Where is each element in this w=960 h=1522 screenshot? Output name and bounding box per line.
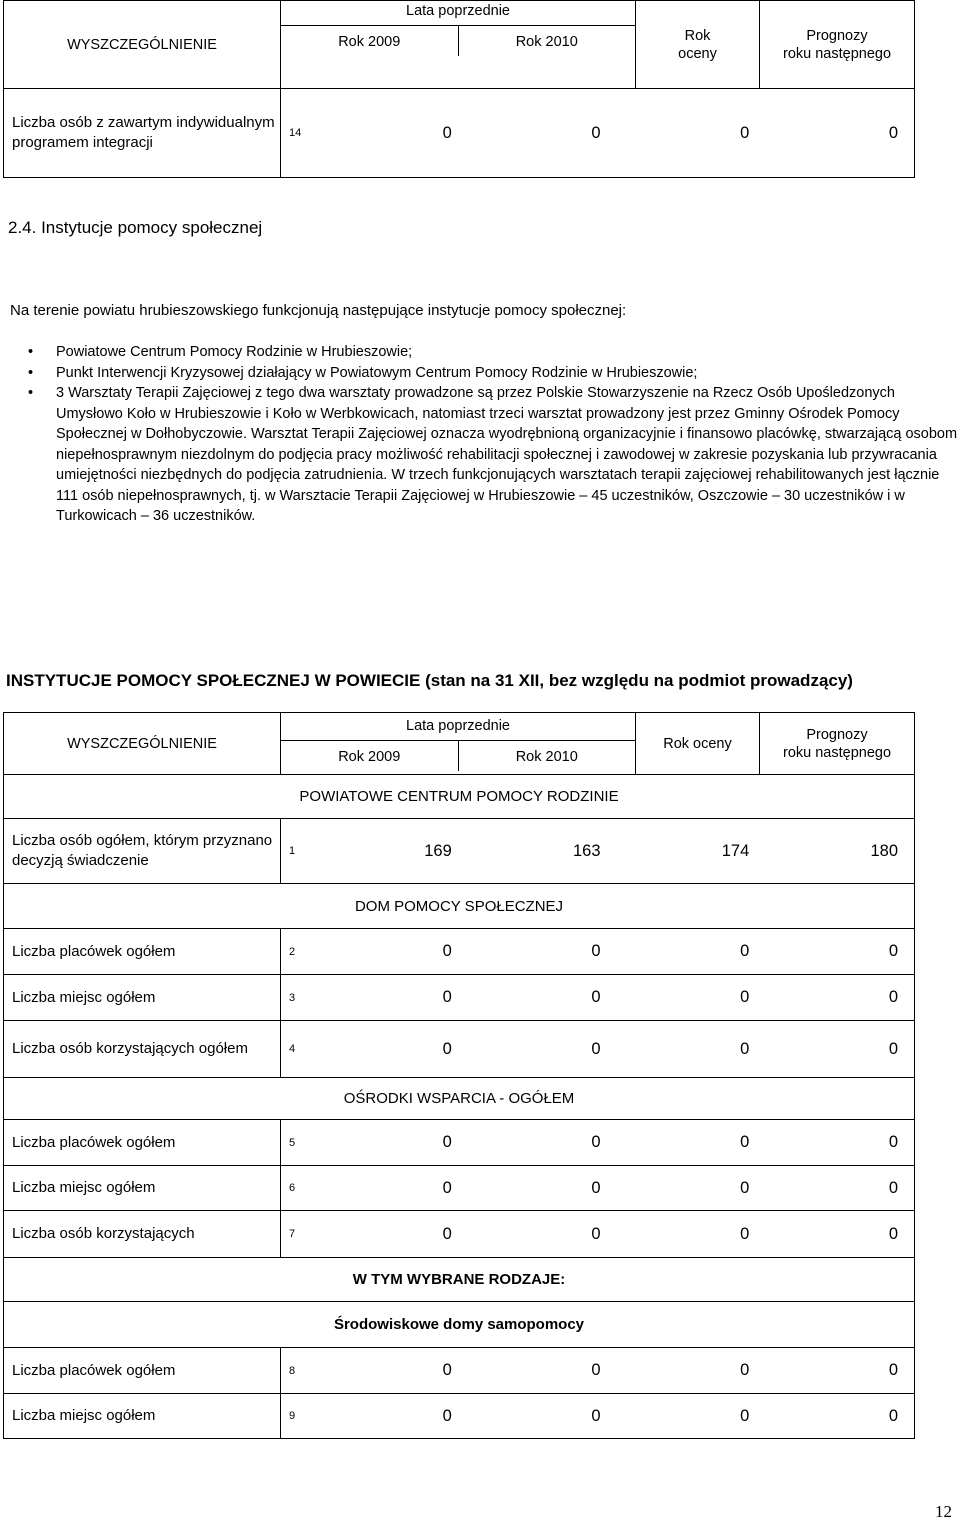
list-item: • 3 Warsztaty Terapii Zajęciowej z tego dwa warsztaty prowadzone są przez Polskie Stowarzyszenie na Rzecz Osób Upośledzonych Umysłowo Koło w Hrubieszowie i Koło w Werbkowicach, natomiast trzeci warsztat prowadzony jest przez Gminny Ośrodek Pomocy Społecznej w Dołhobyczowie. Warsztat Terapii Zajęciowej oznacza wyodrębnioną organizacyjnie i finansowo placówkę, stwarzającą osobom niepełnosprawnym niezdolnym do podjęcia pracy możliwość rehabilitacji społecznej i zawodowej w zakresie pozyskania lub przywracania umiejętności niezbędnych do podjęcia zatrudnienia. W trzech funkcjonujących warsztatach terapii zajęciowej rehabilitowanych jest łącznie 111 osób niepełnosprawnych, tj. w Warsztacie Terapii Zajęciowej w Hrubieszowie – 45 uczestników, Oszczowie – 30 uczestników i w Turkowicach – 36 uczestników.: [28, 383, 960, 527]
value-2009: 0: [442, 1178, 452, 1197]
value-group: [319, 1040, 914, 1059]
table-row: [4, 89, 915, 178]
header-wyszczegolnienie: WYSZCZEGÓLNIENIE: [4, 713, 281, 775]
section-intro: Na terenie powiatu hrubieszowskiego funkcjonują następujące instytucje pomocy społecznej:: [10, 302, 627, 319]
row-index: 7: [289, 1228, 296, 1240]
row-index: 5: [289, 1136, 296, 1149]
value-rok-oceny: 0: [740, 1133, 750, 1151]
row-label: Liczba osób korzystających ogółem: [4, 1021, 281, 1078]
row-index: 4: [289, 1043, 296, 1055]
header-rok-oceny: Rok oceny: [636, 713, 760, 775]
table-row: [4, 975, 915, 1021]
row-values: [281, 819, 915, 884]
header-rok-2009: Rok 2009: [338, 749, 401, 765]
value-prognoza: 0: [888, 1133, 898, 1151]
value-2009: 169: [424, 841, 452, 860]
value-rok-oceny: 0: [740, 1361, 750, 1379]
header-lata-poprzednie-label: Lata poprzednie: [406, 3, 510, 19]
row-label: Liczba osób korzystających: [4, 1211, 281, 1258]
section-row-rodzaje: [4, 1258, 915, 1302]
value-2009: 0: [442, 1406, 452, 1425]
value-2009: 0: [442, 1361, 452, 1379]
value-prognoza: 0: [888, 1178, 898, 1197]
value-rok-oceny: 0: [740, 1039, 750, 1058]
value-2010: 0: [591, 1133, 601, 1151]
row-label: Liczba miejsc ogółem: [4, 1394, 281, 1439]
value-rok-oceny: 0: [740, 988, 750, 1006]
value-group: [319, 1179, 914, 1198]
section-header-ow: OŚRODKI WSPARCIA - OGÓŁEM: [4, 1078, 915, 1120]
table-row: [4, 1394, 915, 1439]
value-prognoza: 0: [888, 1224, 898, 1243]
list-item: • Punkt Interwencji Kryzysowej działający w Powiatowym Centrum Pomocy Rodzinie w Hrubieszowie;: [28, 363, 960, 384]
value-group: [319, 1361, 914, 1380]
section-row-ow: [4, 1078, 915, 1120]
value-rok-oceny: 0: [740, 942, 750, 960]
value-rok-oceny: 0: [740, 123, 750, 142]
value-2009: 0: [442, 1224, 452, 1243]
value-2010: 0: [591, 1039, 601, 1058]
table-row: [4, 1120, 915, 1166]
row-label: Liczba osób ogółem, którym przyznano decyzją świadczenie: [4, 819, 281, 884]
value-2009: 0: [442, 988, 452, 1006]
value-group: [319, 942, 914, 961]
row-values: [281, 929, 915, 975]
value-prognoza: 0: [888, 1406, 898, 1425]
table-title: INSTYTUCJE POMOCY SPOŁECZNEJ W POWIECIE (stan na 31 XII, bez względu na podmiot prowadzący): [6, 671, 853, 690]
section-row-sdps: [4, 1302, 915, 1348]
value-prognoza: 0: [888, 1361, 898, 1379]
value-2010: 0: [591, 1406, 601, 1425]
value-rok-oceny: 0: [740, 1224, 750, 1243]
value-2009: 0: [442, 123, 452, 142]
header-years: [281, 25, 635, 56]
value-group: [319, 124, 914, 143]
value-group: [319, 988, 914, 1007]
header-wyszczegolnienie: WYSZCZEGÓLNIENIE: [4, 1, 281, 89]
row-label: Liczba placówek ogółem: [4, 1120, 281, 1166]
row-values: [281, 1211, 915, 1258]
header-prognozy: Prognozy roku następnego: [760, 1, 915, 89]
table-integration-programs: [3, 0, 915, 178]
table-row: [4, 1166, 915, 1211]
value-2010: 163: [572, 841, 601, 860]
row-index: 3: [289, 991, 296, 1004]
section-header-dps: DOM POMOCY SPOŁECZNEJ: [4, 884, 915, 929]
row-values: [281, 1120, 915, 1166]
row-index: 9: [289, 1410, 296, 1422]
value-2009: 0: [442, 1133, 452, 1151]
value-rok-oceny: 0: [740, 1406, 750, 1425]
row-index: 1: [289, 845, 296, 857]
header-lata-poprzednie: [281, 713, 636, 775]
row-label: Liczba placówek ogółem: [4, 1348, 281, 1394]
value-2010: 0: [591, 1361, 601, 1379]
header-years: [281, 740, 635, 771]
row-values: [281, 1348, 915, 1394]
value-2010: 0: [591, 1178, 601, 1197]
section-heading: 2.4. Instytucje pomocy społecznej: [8, 218, 263, 237]
list-item: • Powiatowe Centrum Pomocy Rodzinie w Hrubieszowie;: [28, 342, 960, 363]
header-lata-poprzednie: [281, 1, 636, 89]
value-prognoza: 0: [888, 942, 898, 960]
table-row: [4, 1021, 915, 1078]
row-index: 2: [289, 945, 296, 958]
row-values: [281, 1021, 915, 1078]
value-2010: 0: [591, 988, 601, 1006]
section-row-pcpr: [4, 775, 915, 819]
table-social-institutions: [3, 712, 915, 1439]
value-prognoza: 0: [888, 123, 898, 142]
value-rok-oceny: 0: [740, 1178, 750, 1197]
table-row: [4, 929, 915, 975]
section-header-rodzaje: W TYM WYBRANE RODZAJE:: [4, 1258, 915, 1302]
header-rok-2009: Rok 2009: [338, 34, 401, 50]
section-row-dps: [4, 884, 915, 929]
value-group: [319, 842, 914, 861]
value-2009: 0: [442, 1039, 452, 1058]
value-prognoza: 180: [870, 841, 898, 860]
section-header-sdps: Środowiskowe domy samopomocy: [4, 1302, 915, 1348]
value-2009: 0: [442, 942, 452, 960]
row-index: 6: [289, 1182, 296, 1194]
row-values: [281, 1394, 915, 1439]
value-prognoza: 0: [888, 988, 898, 1006]
header-rok-oceny: Rok oceny: [636, 1, 760, 89]
row-values: [281, 1166, 915, 1211]
value-2010: 0: [591, 1224, 601, 1243]
header-prognozy: Prognozy roku następnego: [760, 713, 915, 775]
value-group: [319, 1407, 914, 1426]
header-rok-2010: Rok 2010: [458, 26, 636, 56]
table-row: [4, 819, 915, 884]
row-index: 8: [289, 1364, 296, 1377]
institutions-list: [28, 342, 960, 527]
row-values: [281, 89, 915, 178]
header-lata-poprzednie-label: Lata poprzednie: [406, 718, 510, 734]
table-row: [4, 1211, 915, 1258]
row-label: Liczba placówek ogółem: [4, 929, 281, 975]
row-label: Liczba miejsc ogółem: [4, 975, 281, 1021]
value-group: [319, 1133, 914, 1152]
row-label: Liczba osób z zawartym indywidualnym programem integracji: [4, 89, 281, 178]
section-header-pcpr: POWIATOWE CENTRUM POMOCY RODZINIE: [4, 775, 915, 819]
value-2010: 0: [591, 123, 601, 142]
value-2010: 0: [591, 942, 601, 960]
value-group: [319, 1225, 914, 1244]
page-number: 12: [935, 1502, 952, 1521]
table-header-row: [4, 713, 915, 775]
table-row: [4, 1348, 915, 1394]
row-label: Liczba miejsc ogółem: [4, 1166, 281, 1211]
row-values: [281, 975, 915, 1021]
table-header-row: [4, 1, 915, 89]
value-prognoza: 0: [888, 1039, 898, 1058]
header-rok-2010: Rok 2010: [458, 741, 636, 771]
row-index: 14: [289, 127, 302, 139]
value-rok-oceny: 174: [721, 841, 750, 860]
